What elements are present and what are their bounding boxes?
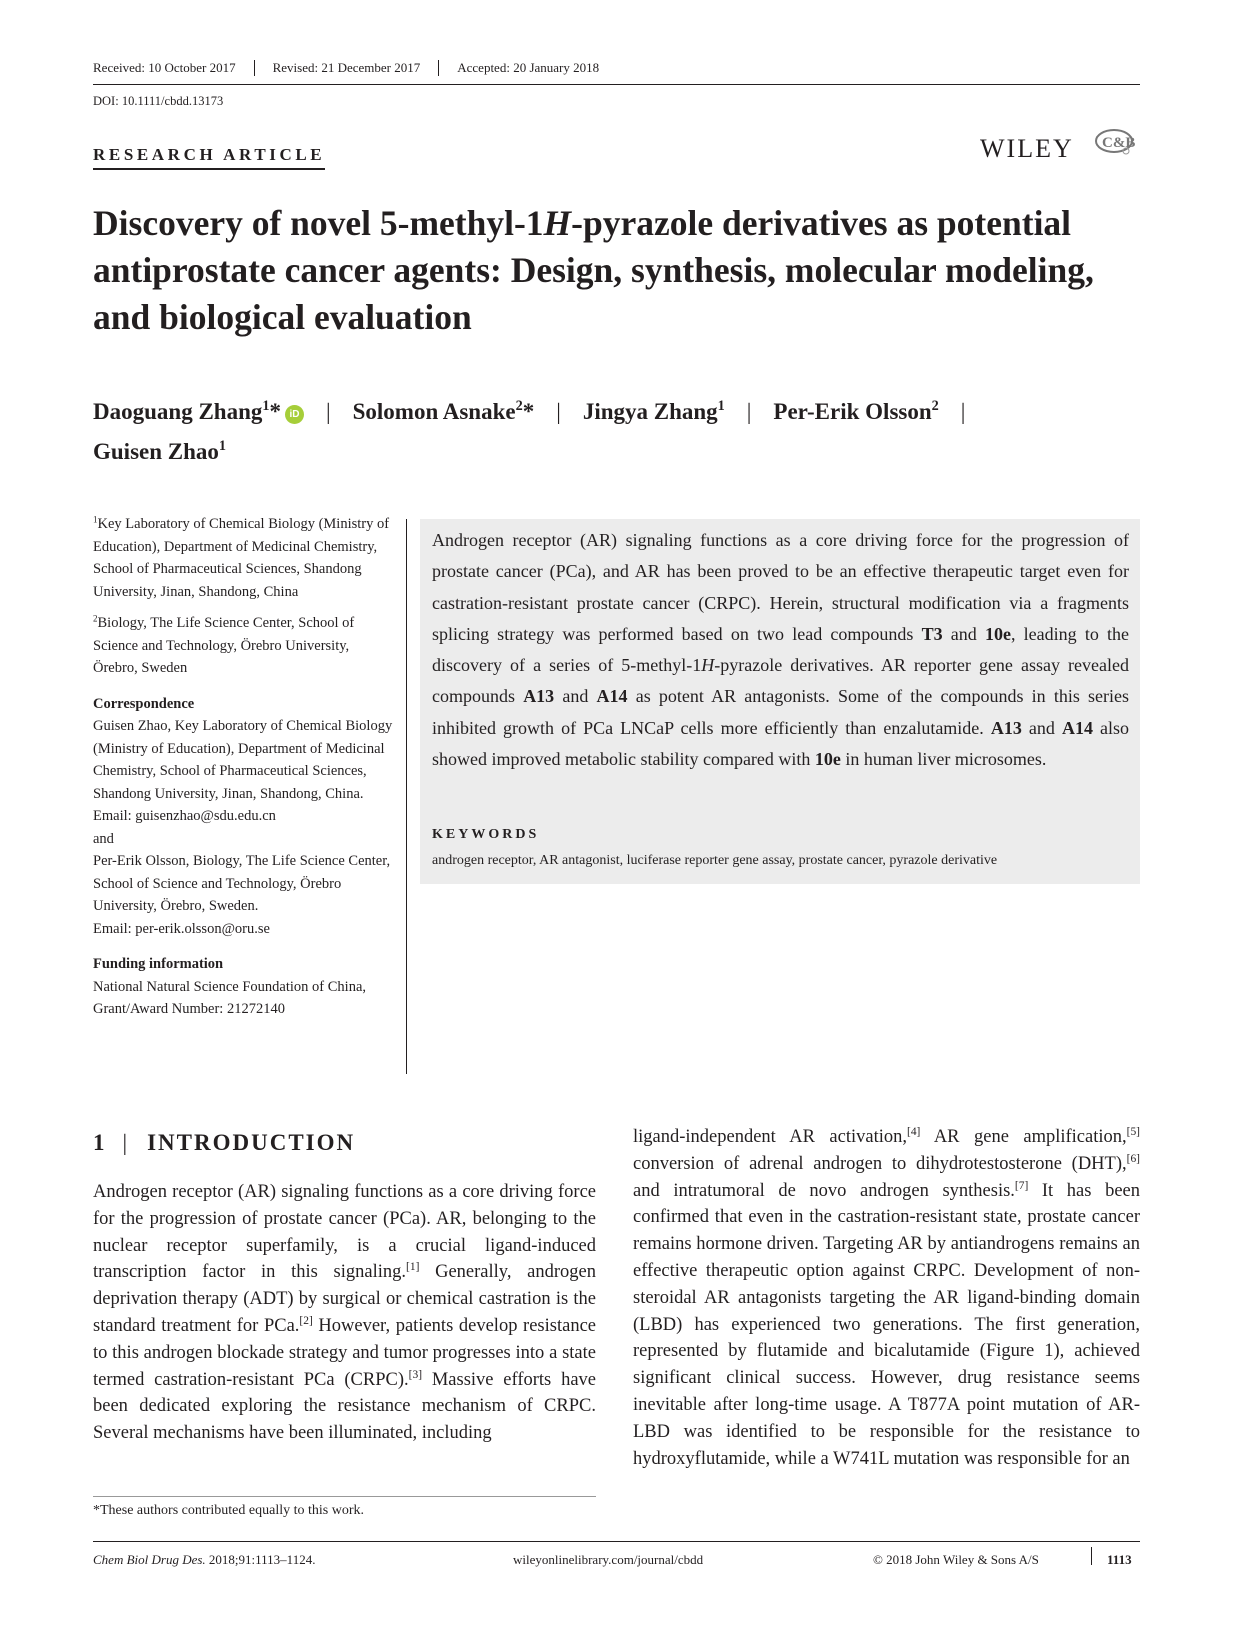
keywords-heading: KEYWORDS [432, 827, 540, 842]
author-name[interactable]: Jingya Zhang$^1$ [582, 398, 725, 424]
citation-link[interactable]: [3] [408, 1368, 423, 1381]
abstract-text: Androgen receptor (AR) signaling functions as a core driving force for the progression of prostate cancer (PCa), and AR has been proved to be an effective therapeutic target even for castration-resistant prostate cancer (CRPC). Herein, structural modification via a fragments splicing strategy was performed based on two lead compounds T3 and 10e, leading to the discovery of a series of 5-methyl-1H-pyrazole derivatives. AR reporter gene assay revealed compounds A13 and A14 as potent AR antagonists. Some of the compounds in this series inhibited growth of PCa LNCaP cells more efficiently than enzalutamide. A13 and A14 also showed improved metabolic stability compared with 10e in human liver microsomes. [432, 530, 1129, 770]
funding-heading: Funding information [93, 956, 224, 972]
affiliation: $^1$Key Laboratory of Chemical Biology (Ministry of Education), Department of Medicinal Chemistry, School of Pharmaceutical Sciences, Shandong University, Jinan, Shandong, China [93, 514, 390, 600]
correspondence-email-1[interactable]: Email: guisenzhao@sdu.edu.cn [93, 808, 276, 824]
journal-logo-text: C&B [1102, 135, 1136, 151]
column-divider [406, 519, 407, 1074]
footnote-divider [93, 1496, 596, 1497]
body-column-1 [93, 1179, 596, 1447]
citation-link[interactable]: [5] [1126, 1125, 1140, 1138]
correspondence-text-2: Per-Erik Olsson, Biology, The Life Science Center, School of Science and Technology, Örebro University, Örebro, Sweden. [93, 853, 391, 914]
copyright: © 2018 John Wiley & Sons A/S [873, 1552, 1039, 1567]
author-name[interactable]: Per-Erik Olsson$^2$ [773, 398, 939, 424]
correspondence-and: and [93, 830, 114, 847]
affiliation: $^2$Biology, The Life Science Center, School of Science and Technology, Örebro University, Örebro, Sweden [93, 613, 355, 676]
citation-link[interactable]: [2] [299, 1314, 313, 1327]
footnote: *These authors contributed equally to this work. [93, 1503, 364, 1518]
paragraph: ligand-independent AR activation,[4] AR gene amplification,[5] conversion of adrenal androgen to dihydrotestosterone (DHT),[6] and intratumoral de novo androgen synthesis.[7] It has been confirmed that even in the castration-resistant state, prostate cancer remains hormone driven. Targeting AR by antiandrogens remains an effective therapeutic option against CRPC. Development of non-steroidal AR antagonists targeting the AR ligand-binding domain (LBD) has experienced two generations. The first generation, represented by flutamide and bicalutamide (Figure 1), achieved significant clinical success. However, drug resistance seems inevitable after long-time usage. A T877A point mutation of AR-LBD was identified to be responsible for the resistance to hydroxyflutamide, while a W741L mutation was responsible for an [633, 1125, 1140, 1469]
keywords-text: androgen receptor, AR antagonist, luciferase reporter gene assay, prostate cancer, pyrazole derivative [432, 853, 998, 868]
footer-divider [93, 1541, 1140, 1542]
orcid-icon[interactable]: iD [285, 405, 304, 424]
correspondence-heading: Correspondence [93, 695, 195, 712]
citation-link[interactable]: [4] [907, 1125, 921, 1138]
author-name[interactable]: Solomon Asnake$^2$* [352, 398, 535, 424]
citation: Chem Biol Drug Des. 2018;91:1113–1124. [93, 1552, 316, 1567]
footer-separator [1091, 1547, 1092, 1565]
page-number: 1113 [1107, 1552, 1132, 1567]
author-name[interactable]: Daoguang Zhang$^1$* [93, 398, 281, 424]
abstract-box [420, 519, 1140, 884]
article-dates [93, 60, 617, 76]
section-heading-introduction: 1 | INTRODUCTION [93, 1130, 356, 1155]
article-info-column [93, 513, 393, 1021]
journal-url[interactable]: wileyonlinelibrary.com/journal/cbdd [513, 1552, 704, 1567]
doi[interactable]: DOI: 10.1111/cbdd.13173 [93, 94, 224, 108]
paragraph: Androgen receptor (AR) signaling functions as a core driving force for the progression of prostate cancer (PCa). AR, belonging to the nuclear receptor superfamily, is a crucial ligand-induced transcription factor in this signaling.[1] Generally, androgen deprivation therapy (ADT) by surgical or chemical castration is the standard treatment for PCa.[2] However, patients develop resistance to this androgen blockade strategy and tumor progresses into a state termed castration-resistant PCa (CRPC).[3] Massive efforts have been dedicated exploring the resistance mechanism of CRPC. Several mechanisms have been illuminated, including [93, 1182, 597, 1444]
journal-logo-icon [1092, 128, 1140, 163]
revised-date: Revised: 21 December 2017 [254, 60, 439, 76]
citation-link[interactable]: [1] [406, 1261, 420, 1274]
funding-text: National Natural Science Foundation of China, Grant/Award Number: 21272140 [93, 978, 367, 1017]
correspondence-email-2[interactable]: Email: per-erik.olsson@oru.se [93, 920, 270, 937]
header-divider [93, 84, 1140, 85]
received-date: Received: 10 October 2017 [93, 60, 236, 75]
correspondence-text-1: Guisen Zhao, Key Laboratory of Chemical Biology (Ministry of Education), Department of Medicinal Chemistry, School of Pharmaceutical Sciences, Shandong University, Jinan, Shandong, China. [93, 718, 393, 802]
accepted-date: Accepted: 20 January 2018 [438, 60, 617, 76]
article-title: Discovery of novel 5-methyl-1H-pyrazole derivatives as potential antiprostate cancer agents: Design, synthesis, molecular modeling, and biological evaluation [93, 203, 1094, 337]
body-column-2 [633, 1124, 1140, 1472]
article-type: RESEARCH ARTICLE [93, 145, 325, 170]
publisher-logo: WILEY [980, 134, 1074, 163]
citation-link[interactable]: [7] [1014, 1179, 1029, 1192]
author-list: Daoguang Zhang$^1$* iD | Solomon Asnake$^2$* | Jingya Zhang$^1$ | Per-Erik Olsson$^2$ | Guisen Zhao$^1$ [93, 398, 966, 464]
author-name[interactable]: Guisen Zhao$^1$ [93, 438, 227, 464]
citation-link[interactable]: [6] [1126, 1152, 1140, 1165]
